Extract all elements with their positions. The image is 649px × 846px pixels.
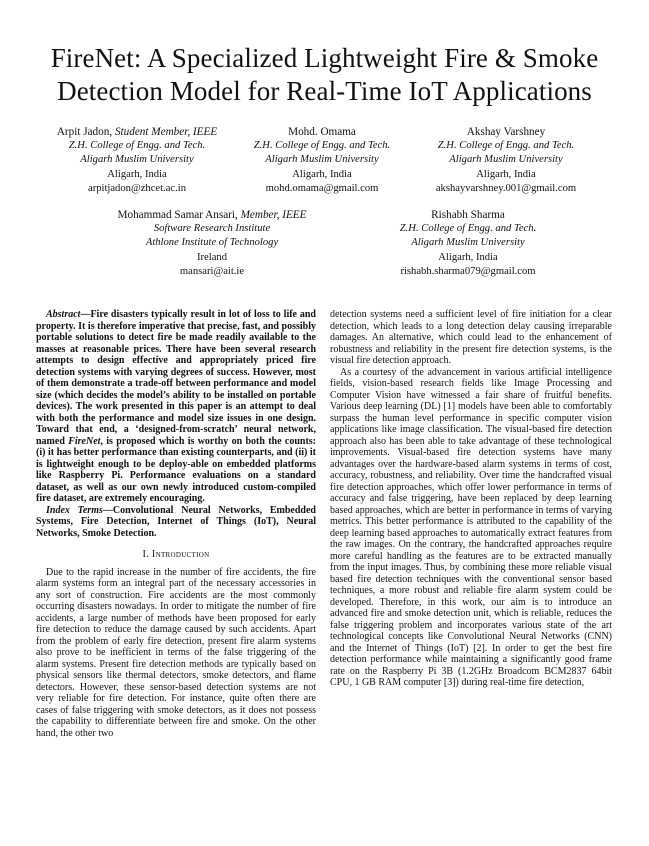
author-email[interactable]: arpitjadon@zhcet.ac.in [88,182,186,194]
right-column [330,309,612,689]
author-name: Mohd. Omama [288,126,356,138]
title-line-1: FireNet: A Specialized Lightweight Fire & Smoke [50,43,599,73]
author-name: Mohammad Samar Ansari, [117,209,241,221]
author-block-jadon [32,125,242,196]
author-email[interactable]: akshayvarshney.001@gmail.com [435,182,577,194]
author-institution: Z.H. College of Engg. and Tech. [399,223,537,235]
abstract-label: Abstract [46,309,81,320]
author-institution: Z.H. College of Engg. and Tech. [68,140,206,152]
author-institution: Z.H. College of Engg. and Tech. [437,140,575,152]
author-university: Aligarh Muslim University [265,154,379,166]
section-title: Introduction [151,549,210,560]
index-terms-label: Index Terms [46,504,103,516]
intro-paragraph-continued: detection systems need a sufficient level of fire initiation for a clear detection, which leads to a long detection delay causing irreparable damages. An alternative, which could lead to the enhancement of robustness and reliability in the present fire detection systems, is the visual fire detection approach. [330,309,612,366]
author-city: Aligarh, India [438,251,498,263]
left-column [36,309,316,739]
intro-paragraph-2: As a courtesy of the advancement in various artificial intelligence fields, vision-based research fields like Image Processing and Computer Vision have witnessed a fair share of fruitful benefits. Various deep learning (DL) [1] models have been able to comfortably surpass the human level performance in specific computer vision applications like image classification. The visual-based fire detection approach also has been able to take advantage of these technological improvements. Visual-based fire detection systems have many advantages over the hardware-based alarm systems in terms of cost, accuracy, robustness, and reliability. Over time the handcrafted visual fire detection approaches, which offer lower performance in terms of accuracy and false triggering, have been replaced by deep learning based approaches, which are better in performance in terms of varying metrics. This better performance is attributed to the capability of the deep learning based approaches to automatically extract features from the raw images. On the contrary, the handcrafted approaches require more careful handling as the features are to be extracted manually from the input images. Thus, by combining these more reliable visual based fire detection techniques with the conventional sensor based techniques, a more robust and reliable fire alarm system could be developed. Therefore, in this work, our aim is to introduce an advanced fire and smoke detection unit, which is reliable, reduces the false triggering problem and incorporates various state of the art technological concepts like Convolutional Neural Networks (CNN) and the Internet of Things (IoT) [2]. In order to get the best fire detection performance while maintaining a significantly good frame rate on the Raspberry Pi 3B (1.2GHz Broadcom BCM2837 64bit CPU, 1 GB RAM computer [3]) during real-time fire detection, [330,366,612,688]
section-number: I. [142,549,152,560]
author-city: Aligarh, India [292,168,352,180]
abstract-model-name: FireNet [68,435,101,447]
abstract-text: —Fire disasters typically result in lot of loss to life and property. It is therefore imperative that precise, fast, and possibly portable solutions to detect fire be made readily available to the masses at reasonable prices. There have been several research attempts to design effective and appropriately priced fire detection systems with varying degrees of success. However, most of them demonstrate a trade-off between performance and model size (which decides the model’s ability to be installed on portable devices). The work presented in this paper is an attempt to deal with both the performance and model size issues in one design. Toward that end, a ‘designed-from-scratch’ neural network, named [36,309,316,447]
author-block-ansari [92,208,332,279]
author-name: Akshay Varshney [466,126,546,138]
author-role: Member, IEEE [240,209,307,221]
author-institution: Z.H. College of Engg. and Tech. [253,140,391,152]
intro-paragraph-1: Due to the rapid increase in the number of fire accidents, the fire alarm systems form an integral part of the necessary accessories in any sort of construction. Fire accidents are the most commonly occurring disasters nowadays. In order to mitigate the number of fire accidents, a large number of methods have been proposed for early fire detection to reduce the damage caused by such accidents. Apart from the problem of early fire detection, present fire alarm systems also prove to be inefficient in terms of the false triggering of the alarm systems. Present fire detection methods are typically based on physical sensors like thermal detectors, smoke detectors, and flame detectors. However, these sensor-based detection systems are not very reliable for fire detection. For instance, quite often there are cases of false triggering with smoke detectors, as it does not possess the capability to differentiate between fire and smoke. On the other hand, the other two [36,566,316,739]
author-city: Ireland [197,251,227,263]
author-institution: Software Research Institute [153,223,271,235]
author-university: Aligarh Muslim University [411,237,525,249]
author-university: Aligarh Muslim University [80,154,194,166]
author-email[interactable]: mansari@ait.ie [179,265,245,277]
title-line-2: Detection Model for Real-Time IoT Applications [57,76,592,106]
author-city: Aligarh, India [476,168,536,180]
author-block-varshney [406,125,606,196]
index-terms [36,505,316,540]
author-block-sharma [368,208,568,279]
index-terms-text: —Convolutional Neural Networks, Embedded Systems, Fire Detection, Internet of Things (IoT), Neural Networks, Smoke Detection. [36,504,316,539]
abstract-text-continued: , is proposed which is worthy on both the counts: (i) it has better performance than existing counterparts, and (ii) it is lightweight enough to be deploy-able on embedded platforms like Raspberry Pi. Performance evaluations on a standard dataset, as well as our own newly introduced custom-compiled fire dataset, are extremely encouraging. [36,435,316,504]
author-email[interactable]: rishabh.sharma079@gmail.com [400,265,536,277]
author-university: Aligarh Muslim University [449,154,563,166]
paper-title [20,42,629,108]
author-role: Student Member, IEEE [114,126,218,138]
section-heading [36,549,316,561]
author-name: Rishabh Sharma [431,209,505,221]
author-email[interactable]: mohd.omama@gmail.com [265,182,379,194]
abstract [36,309,316,505]
author-city: Aligarh, India [107,168,167,180]
author-block-omama [232,125,412,196]
author-university: Athlone Institute of Technology [145,237,279,249]
author-name: Arpit Jadon, [56,126,115,138]
